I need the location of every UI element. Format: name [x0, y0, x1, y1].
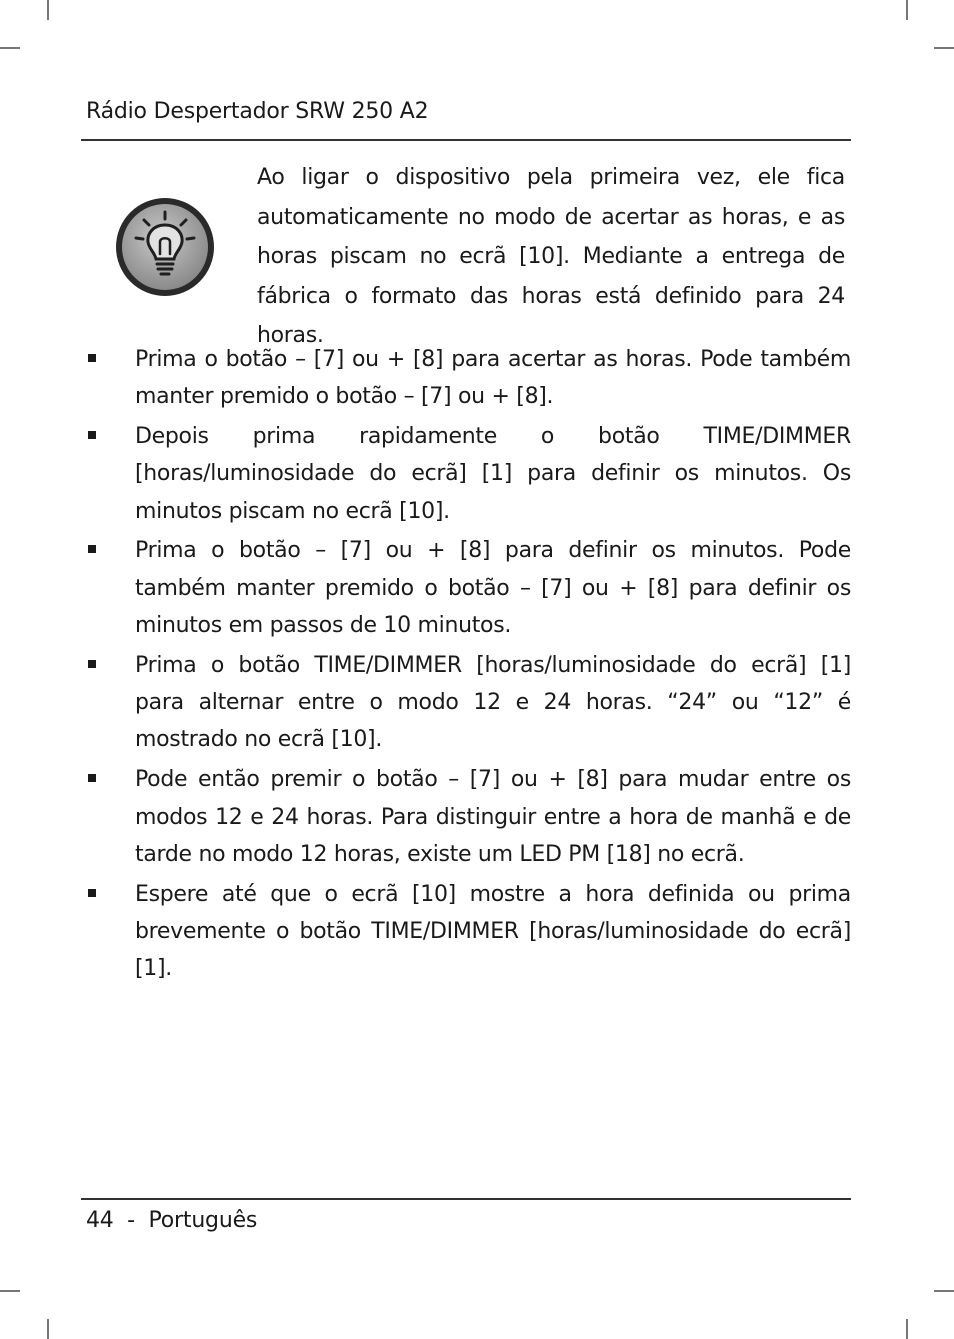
- bullet-icon: [88, 660, 96, 668]
- bullet-icon: [88, 354, 96, 362]
- list-item: Prima o botão TIME/DIMMER [horas/luminosidade do ecrã] [1] para alternar entre o modo 12 e 24 horas. “24” ou “12” é mostrado no ecrã [10].: [86, 647, 851, 759]
- bullet-icon: [88, 545, 96, 553]
- crop-mark: [0, 47, 20, 49]
- list-item: Prima o botão – [7] ou + [8] para definir os minutos. Pode também manter premido o botão – [7] ou + [8] para definir os minutos em passos de 10 minutos.: [86, 532, 851, 644]
- header-rule: [81, 139, 851, 141]
- crop-mark: [0, 1290, 20, 1292]
- bullet-icon: [88, 431, 96, 439]
- list-item: Pode então premir o botão – [7] ou + [8] para mudar entre os modos 12 e 24 horas. Para distinguir entre a hora de manhã e de tarde no modo 12 horas, existe um LED PM [18] no ecrã.: [86, 761, 851, 873]
- list-item: Prima o botão – [7] ou + [8] para acertar as horas. Pode também manter premido o botão – [7] ou + [8].: [86, 341, 851, 416]
- crop-mark: [934, 1290, 954, 1292]
- instruction-list: [86, 341, 851, 990]
- list-item: Espere até que o ecrã [10] mostre a hora definida ou prima brevemente o botão TIME/DIMMER [horas/luminosidade do ecrã] [1].: [86, 876, 851, 988]
- list-item: Depois prima rapidamente o botão TIME/DIMMER [horas/luminosidade do ecrã] [1] para definir os minutos. Os minutos piscam no ecrã [10].: [86, 418, 851, 530]
- crop-mark: [47, 0, 49, 20]
- crop-mark: [934, 47, 954, 49]
- page-footer: 44 - Português: [86, 1208, 258, 1233]
- bullet-icon: [88, 774, 96, 782]
- crop-mark: [906, 0, 908, 20]
- crop-mark: [906, 1319, 908, 1339]
- footer-rule: [81, 1198, 851, 1200]
- page-header: Rádio Despertador SRW 250 A2: [86, 99, 429, 124]
- crop-mark: [47, 1319, 49, 1339]
- lightbulb-icon: [114, 196, 216, 298]
- tip-text: Ao ligar o dispositivo pela primeira vez, ele fica automaticamente no modo de acertar as horas, e as horas piscam no ecrã [10]. Mediante a entrega de fábrica o formato das horas está definido para 24 horas.: [257, 165, 845, 348]
- bullet-icon: [88, 889, 96, 897]
